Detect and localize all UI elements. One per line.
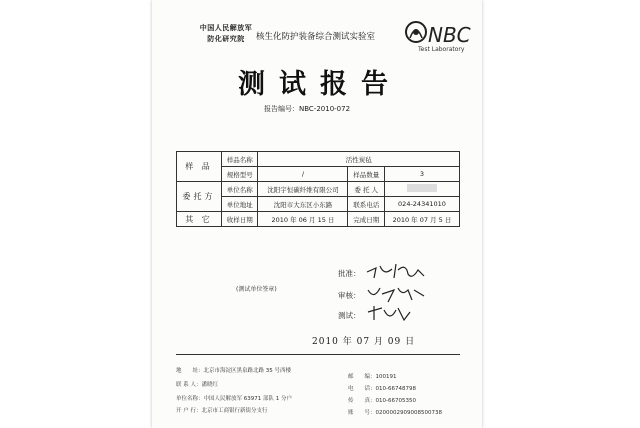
footer-zip-value: 100191 [375, 374, 397, 380]
cell-label: 样品名称 [222, 152, 258, 167]
footer-zip-label: 邮 编： [348, 374, 376, 380]
footer-fax [348, 396, 416, 404]
footer-phone-value: 010-66748798 [375, 386, 416, 392]
category-client: 委托方 [177, 182, 222, 212]
review-label: 审核： [338, 291, 361, 300]
cell-label: 联系电话 [348, 197, 384, 212]
cell-label: 委 托 人 [348, 182, 384, 197]
table-row [177, 212, 460, 227]
footer-fax-label: 传 真： [348, 398, 376, 404]
category-sample: 样 品 [177, 152, 222, 182]
footer-address [176, 366, 291, 374]
sample-quantity: 3 [384, 167, 459, 182]
sample-model: / [258, 167, 348, 182]
footer-divider [176, 354, 460, 355]
approve-signature [364, 260, 434, 282]
table-row [177, 152, 460, 167]
report-document [152, 0, 482, 428]
footer-phone-label: 电 话： [348, 386, 376, 392]
footer-contact-label: 联 系 人： [176, 382, 202, 388]
footer-unit-name-value: 中国人民解放军 63971 部队 1 分户 [203, 396, 293, 402]
client-unit-name: 沈阳宇恒碳纤维有限公司 [258, 182, 348, 197]
report-number: 报告编号：NBC-2010-072 [264, 105, 351, 113]
footer-bank [176, 406, 268, 414]
footer-bank-value: 北京市工商银行新街分支行 [201, 408, 268, 414]
footer-account [348, 408, 442, 416]
table-row [177, 182, 460, 197]
org-line-2: 防化研究院 [207, 34, 245, 43]
footer-account-value: 0200002909008500738 [375, 410, 443, 416]
footer-bank-label: 开 户 行： [176, 408, 202, 414]
lab-name: 核生化防护装备综合测试实验室 [256, 32, 376, 42]
client-phone: 024-24341010 [384, 197, 459, 212]
report-info-table [176, 151, 460, 227]
footer-phone [348, 384, 416, 392]
issue-date: 2010 年 07 月 09 日 [312, 337, 416, 347]
cell-label: 完成日期 [348, 212, 384, 227]
svg-text:NBC: NBC [428, 23, 471, 47]
footer-contact-value: 潘晓红 [201, 382, 219, 388]
sample-name: 活性炭毡 [258, 152, 460, 167]
footer-unit-name-label: 单位名称： [176, 396, 204, 402]
cell-label: 样品数量 [348, 167, 384, 182]
cell-label: 规格型号 [222, 167, 258, 182]
client-agent-redacted [384, 182, 459, 197]
client-address: 沈阳市大东区小东路 [258, 197, 348, 212]
footer-contact [176, 380, 218, 388]
category-other: 其 它 [177, 212, 222, 227]
cell-label: 单位名称 [222, 182, 258, 197]
footer-unit-name [176, 394, 292, 402]
logo-subtitle: Test Laboratory [418, 46, 465, 53]
tester-label: 测试： [338, 311, 361, 320]
footer-address-label: 地 址： [176, 368, 204, 374]
footer-account-label: 账 号： [348, 410, 376, 416]
footer-zip [348, 372, 397, 380]
report-title: 测试报告 [238, 69, 402, 100]
cell-label: 收样日期 [222, 212, 258, 227]
issuing-organization [192, 22, 260, 44]
received-date: 2010 年 06 月 15 日 [258, 212, 348, 227]
stamp-placeholder: (测试单位签章) [236, 286, 277, 293]
completed-date: 2010 年 07 月 5 日 [384, 212, 459, 227]
cell-label: 单位地址 [222, 197, 258, 212]
tester-signature [364, 302, 414, 324]
approve-label: 批准： [338, 269, 361, 278]
footer-fax-value: 010-66705350 [375, 398, 416, 404]
org-line-1: 中国人民解放军 [199, 23, 253, 32]
review-signature [364, 282, 434, 304]
footer-address-value: 北京市海淀区黑泉路北路 35 号西楼 [203, 368, 292, 374]
redaction-block [407, 184, 437, 192]
